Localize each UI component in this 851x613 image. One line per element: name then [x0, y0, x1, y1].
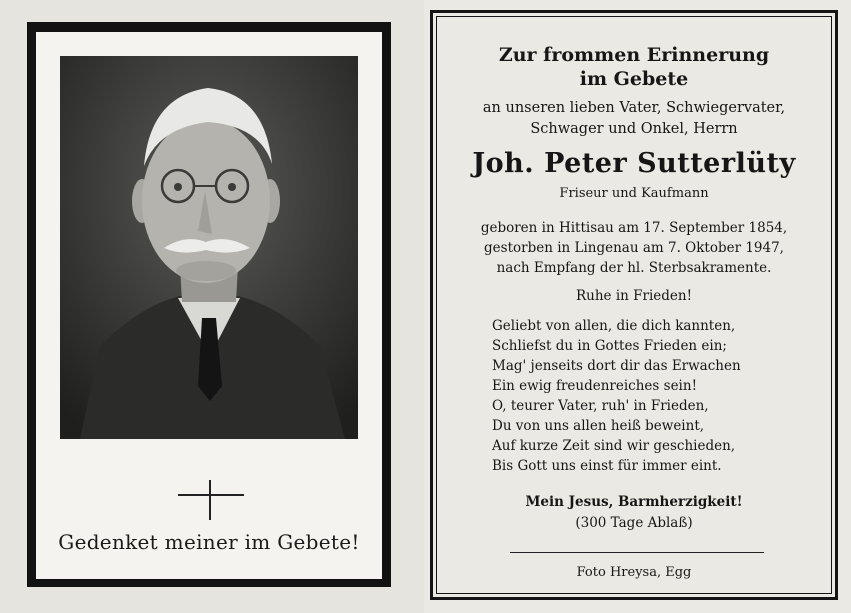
- portrait-photo: [60, 56, 358, 439]
- memorial-cross-icon: [178, 480, 244, 520]
- dedication-line-2: Schwager und Onkel, Herrn: [530, 121, 738, 137]
- photo-credit: Foto Hreysa, Egg: [576, 565, 692, 580]
- heading-line-2: im Gebete: [579, 68, 689, 90]
- death-line: gestorben in Lingenau am 7. Oktober 1947,: [484, 240, 784, 256]
- poem-line: Mag' jenseits dort dir das Erwachen: [492, 358, 741, 374]
- dedication-line-1: an unseren lieben Vater, Schwiegervater,: [482, 100, 786, 116]
- poem-line: Du von uns allen heiß beweint,: [492, 418, 705, 434]
- poem-line: Bis Gott uns einst für immer eint.: [492, 458, 722, 474]
- indulgence-line: (300 Tage Ablaß): [575, 515, 693, 531]
- remembrance-caption: Gedenket meiner im Gebete!: [58, 530, 360, 554]
- poem-line: O, teurer Vater, ruh' in Frieden,: [492, 398, 709, 414]
- deceased-name: Joh. Peter Sutterlüty: [472, 148, 796, 179]
- profession: Friseur und Kaufmann: [559, 186, 709, 201]
- prayer-line: Mein Jesus, Barmherzigkeit!: [525, 494, 743, 510]
- sacraments-line: nach Empfang der hl. Sterbsakramente.: [496, 260, 772, 276]
- poem-line: Auf kurze Zeit sind wir geschieden,: [492, 438, 736, 454]
- poem-line: Schliefst du in Gottes Frieden ein;: [492, 338, 727, 354]
- heading-line-1: Zur frommen Erinnerung: [498, 44, 770, 66]
- birth-line: geboren in Hittisau am 17. September 1854,: [480, 220, 788, 236]
- poem-line: Geliebt von allen, die dich kannten,: [492, 318, 736, 334]
- divider-line: [510, 552, 764, 553]
- rest-in-peace: Ruhe in Frieden!: [575, 288, 692, 304]
- poem-line: Ein ewig freudenreiches sein!: [492, 378, 697, 394]
